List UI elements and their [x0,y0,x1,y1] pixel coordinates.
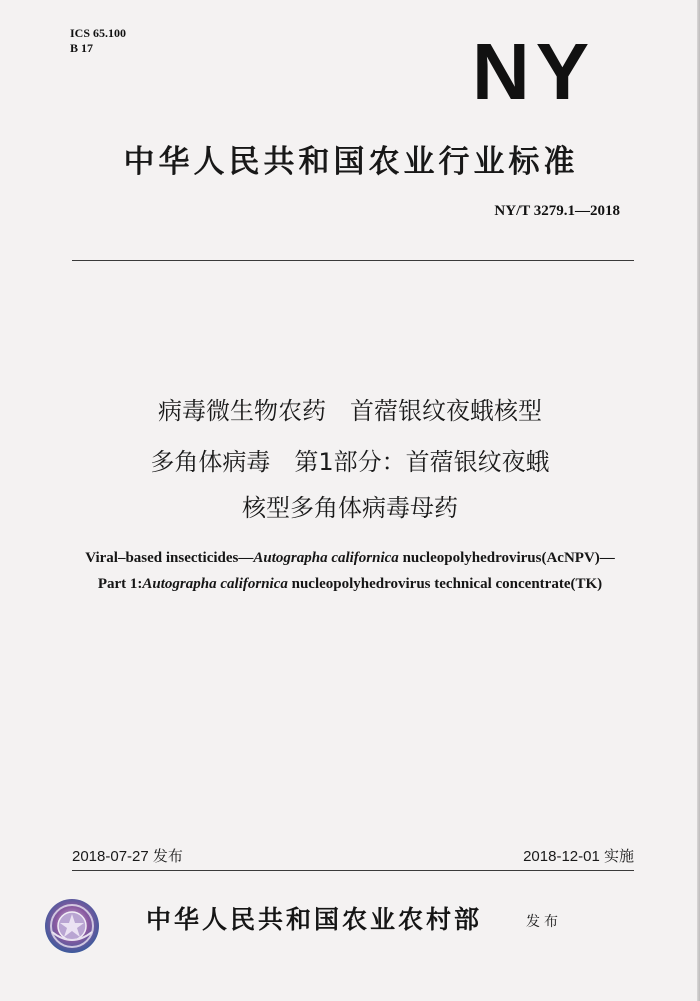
issue-date: 2018-07-27 发布 [72,848,183,865]
english-title-line-2-part-a: Part 1: [97,576,143,592]
chinese-title-line-2: 多角体病毒 第1部分：首蓿银纹夜蛾 [150,448,550,476]
chinese-title-line-3: 核型多角体病毒母药 [242,494,458,522]
standard-number: NY/T 3279.1—2018 [494,203,620,219]
ccs-code: B 17 [70,41,94,55]
english-title-line-1 [20,548,680,568]
top-divider [72,260,634,261]
ministry-emblem-icon [44,898,100,954]
english-title-line-2-part-c: nucleopolyhedrovirus technical concentrate(TK) [287,576,603,592]
english-title-line-1-part-c: nucleopolyhedrovirus(AcNPV)— [398,550,615,566]
implementation-date: 2018-12-01 实施 [523,848,634,865]
issuer-name: 中华人民共和国农业农村部 [146,905,483,934]
english-title-line-1-part-a: Viral–based insecticides— [85,550,254,566]
bottom-divider [72,870,634,871]
english-title-line-1-species: Autographa californica [253,550,399,566]
english-title-line-2 [20,574,680,594]
chinese-title-line-1: 病毒微生物农药 首蓿银纹夜蛾核型 [158,397,542,425]
issuer-suffix: 发布 [526,914,562,930]
english-title-line-2-species: Autographa californica [142,576,288,592]
ny-logo: NY [472,27,596,116]
ics-code: ICS 65.100 [70,26,127,40]
standard-type-title: 中华人民共和国农业行业标准 [123,144,579,180]
